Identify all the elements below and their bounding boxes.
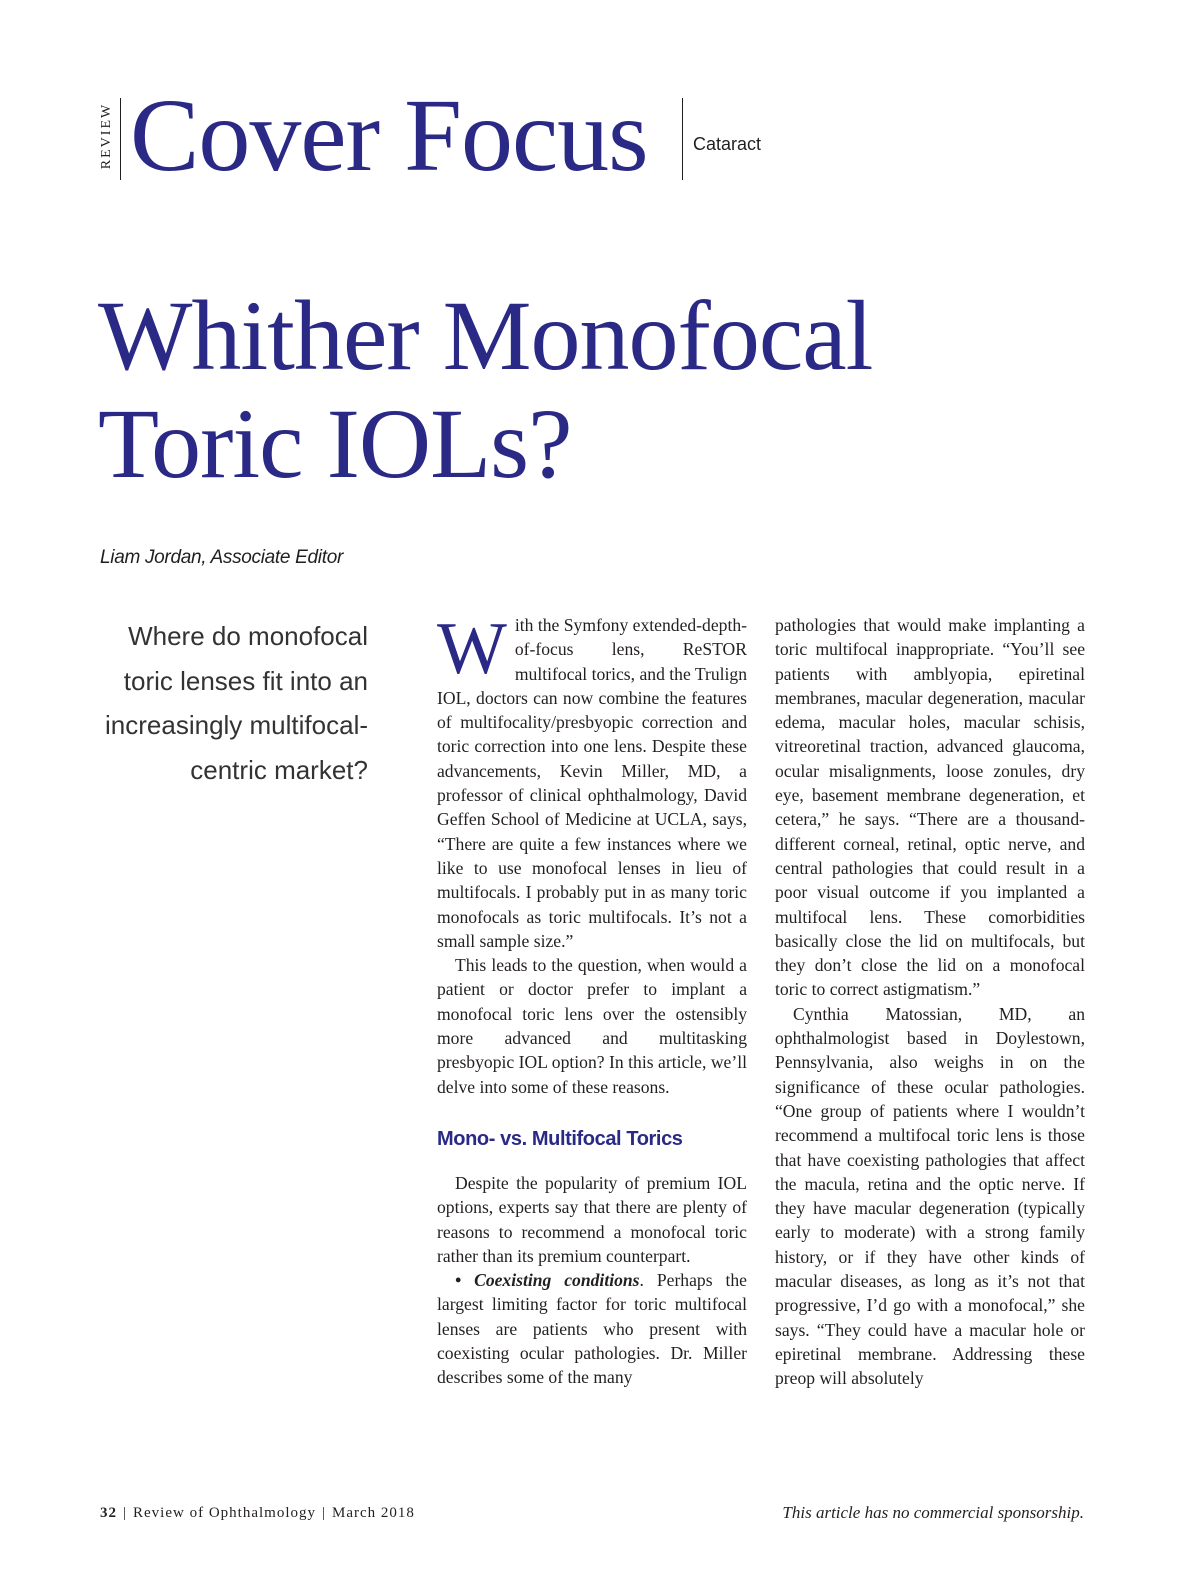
headline-line-2: Toric IOLs? — [98, 388, 572, 499]
issue-date: March 2018 — [332, 1505, 415, 1521]
paragraph-4: • Coexisting conditions. Perhaps the largest limiting factor for toric multifocal lenses are patients who present with coexisting ocular pathologies. Dr. Miller describes some of the many — [437, 1270, 747, 1388]
page-number: 32 — [100, 1505, 117, 1521]
article-deck: Where do monofocal toric lenses fit into an increasingly multifocal-centric market? — [105, 621, 368, 785]
paragraph-5: pathologies that would make implanting a toric multifocal inappropriate. “You’ll see patients with amblyopia, epiretinal membranes, macular degeneration, macular edema, macular holes, macular schisis, vitreoretinal traction, advanced glaucoma, ocular misalignments, loose zonules, dry eye, basement membrane degeneration, et cetera,” he says. “There are a thousand-different corneal, retinal, optic nerve, and central pathologies that could result in a poor visual outcome if you implanted a multifocal lens. These comorbidities basically close the lid on multifocals, but they don’t close the lid on a monofocal toric to correct astigmatism.” — [775, 615, 1085, 1000]
subheading: Mono- vs. Multifocal Torics — [437, 1127, 683, 1150]
paragraph-2: This leads to the question, when would a patient or doctor prefer to implant a monofocal toric lens over the ostensibly more advanced and multitasking presbyopic IOL option? In this article, we’ll delve into some of these reasons. — [437, 955, 747, 1097]
drop-cap: W — [437, 608, 507, 690]
article-column-1 — [437, 608, 747, 1390]
section-title: Cover Focus — [130, 78, 648, 193]
byline: Liam Jordan, Associate Editor — [100, 547, 343, 568]
paragraph-3: Despite the popularity of premium IOL options, experts say that there are plenty of reasons to recommend a monofocal toric rather than its premium counterpart. — [437, 1172, 747, 1266]
masthead-divider-right — [682, 98, 683, 180]
bullet-lead: • Coexisting conditions — [455, 1270, 640, 1291]
article-column-2 — [775, 613, 1085, 1391]
review-label: REVIEW — [99, 102, 114, 170]
headline-line-1: Whither Monofocal — [98, 280, 873, 391]
section-category: Cataract — [693, 134, 762, 154]
masthead-divider-left — [120, 98, 121, 180]
article-headline — [98, 282, 998, 498]
paragraph-1: With the Symfony extended-depth-of-focus lens, ReSTOR multifocal torics, and the Trulign IOL, doctors can now combine the features of multifocality/presbyopic correction and toric correction into one lens. Despite these advancements, Kevin Miller, MD, a professor of clinical ophthalmology, David Geffen School of Medicine at UCLA, says, “There are quite a few instances where we like to use monofocal lenses in lieu of multifocals. I probably put in as many toric monofocals as toric multifocals. It’s not a small sample size.” — [437, 608, 747, 951]
masthead — [98, 78, 798, 193]
paragraph-6: Cynthia Matossian, MD, an ophthalmologist based in Doylestown, Pennsylvania, also weighs in on the significance of these ocular pathologies. “One group of patients where I wouldn’t recommend a multifocal toric lens is those that have coexisting pathologies that affect the macula, retina and the optic nerve. If they have macular degeneration (typically early to moderate) with a strong family history, or if they have other kinds of macular diseases, as long as it’s not that progressive, I’d go with a monofocal,” she says. “They could have a macular hole or epiretinal membrane. Addressing these preop will absolutely — [775, 1003, 1085, 1389]
page-footer: 32 | Review of Ophthalmology | March 2018 — [100, 1505, 415, 1521]
publication-name: Review of Ophthalmology — [133, 1505, 316, 1521]
sponsorship-disclaimer: This article has no commercial sponsorship. — [782, 1503, 1084, 1522]
